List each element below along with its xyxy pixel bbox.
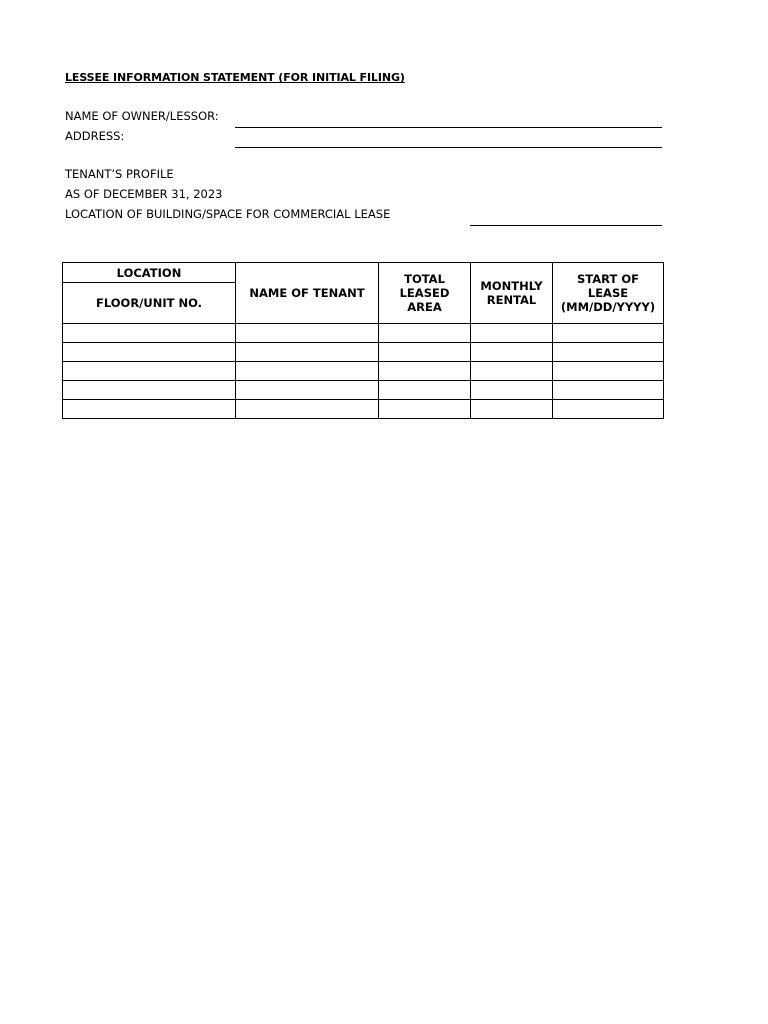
owner-name-label: NAME OF OWNER/LESSOR:: [65, 109, 219, 123]
tenant-name-cell[interactable]: [236, 400, 379, 419]
tenant-name-cell[interactable]: [236, 343, 379, 362]
location-header: LOCATION: [63, 263, 236, 283]
start-of-lease-header: START OF LEASE (MM/DD/YYYY): [553, 263, 664, 324]
floor-unit-cell[interactable]: [63, 362, 236, 381]
table-row: [63, 343, 664, 362]
table-row: [63, 381, 664, 400]
floor-unit-cell[interactable]: [63, 324, 236, 343]
tenant-name-cell[interactable]: [236, 381, 379, 400]
tenant-name-header: NAME OF TENANT: [236, 263, 379, 324]
leased-area-cell[interactable]: [379, 362, 471, 381]
leased-area-cell[interactable]: [379, 381, 471, 400]
owner-name-field[interactable]: [235, 127, 662, 128]
floor-unit-cell[interactable]: [63, 381, 236, 400]
monthly-rental-cell[interactable]: [471, 324, 553, 343]
floor-unit-header: FLOOR/UNIT NO.: [63, 283, 236, 324]
start-of-lease-cell[interactable]: [553, 362, 664, 381]
tenant-name-cell[interactable]: [236, 324, 379, 343]
address-field[interactable]: [235, 147, 662, 148]
monthly-rental-cell[interactable]: [471, 343, 553, 362]
start-of-lease-cell[interactable]: [553, 343, 664, 362]
start-of-lease-cell[interactable]: [553, 400, 664, 419]
location-field[interactable]: [470, 225, 662, 226]
monthly-rental-cell[interactable]: [471, 400, 553, 419]
leased-area-cell[interactable]: [379, 324, 471, 343]
start-of-lease-cell[interactable]: [553, 324, 664, 343]
monthly-rental-cell[interactable]: [471, 362, 553, 381]
tenant-name-cell[interactable]: [236, 362, 379, 381]
table-row: [63, 324, 664, 343]
total-leased-area-header: TOTAL LEASED AREA: [379, 263, 471, 324]
page-title: LESSEE INFORMATION STATEMENT (FOR INITIAL FILING): [65, 71, 405, 84]
leased-area-cell[interactable]: [379, 343, 471, 362]
floor-unit-cell[interactable]: [63, 400, 236, 419]
address-label: ADDRESS:: [65, 129, 125, 143]
floor-unit-cell[interactable]: [63, 343, 236, 362]
monthly-rental-cell[interactable]: [471, 381, 553, 400]
tenant-profile-heading: TENANT’S PROFILE: [65, 167, 174, 181]
as-of-date: AS OF DECEMBER 31, 2023: [65, 187, 223, 201]
tenant-table: [62, 262, 664, 419]
table-row: [63, 362, 664, 381]
leased-area-cell[interactable]: [379, 400, 471, 419]
monthly-rental-header: MONTHLY RENTAL: [471, 263, 553, 324]
table-row: [63, 400, 664, 419]
location-label: LOCATION OF BUILDING/SPACE FOR COMMERCIAL LEASE: [65, 207, 391, 221]
start-of-lease-cell[interactable]: [553, 381, 664, 400]
